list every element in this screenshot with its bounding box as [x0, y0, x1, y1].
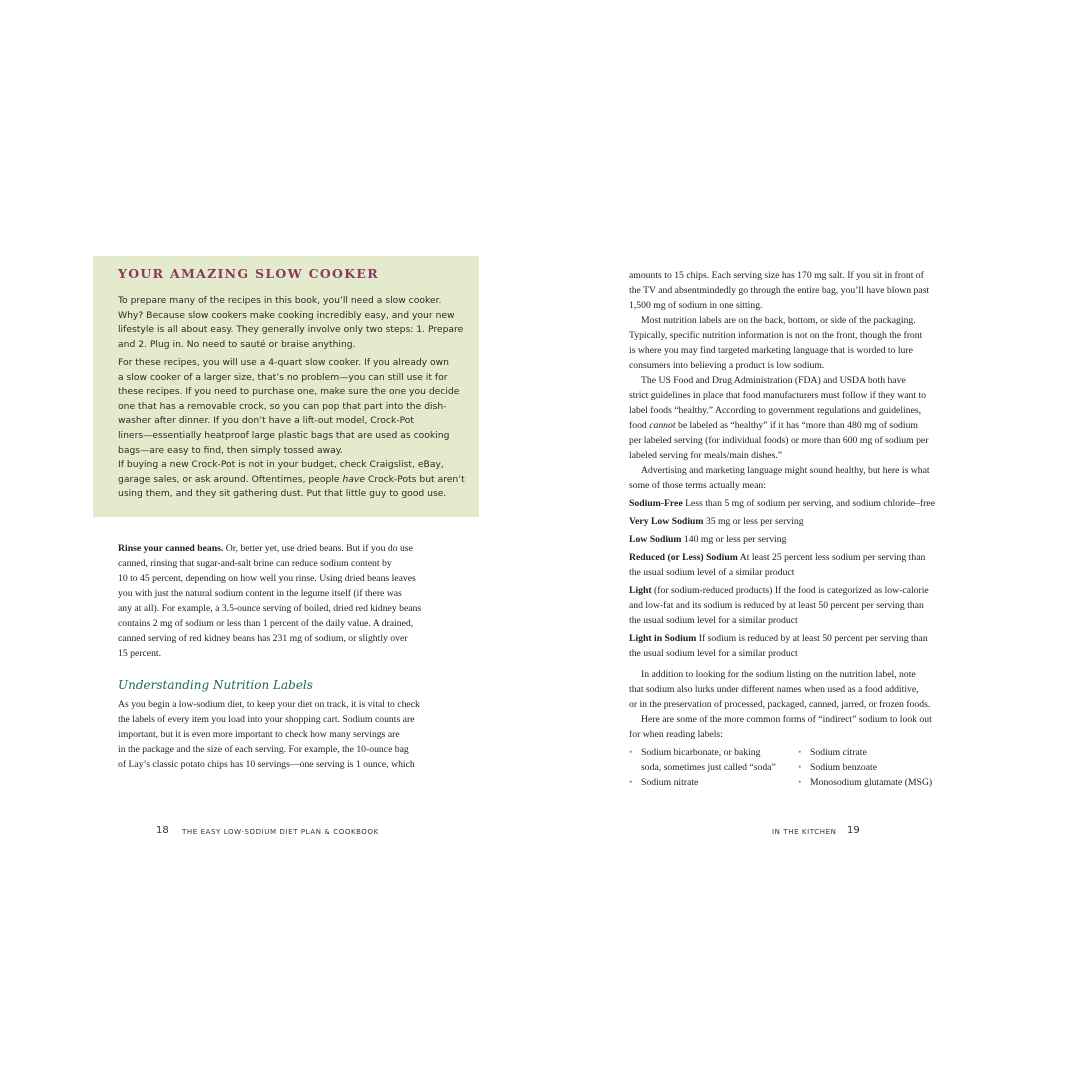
list-item: [798, 760, 932, 775]
list-item-continuation: [629, 760, 776, 775]
list-item-text: Sodium bicarbonate, or baking: [641, 747, 761, 758]
body-line: the usual sodium level of a similar product: [629, 567, 795, 578]
term-label: Reduced (or Less) Sodium: [629, 552, 738, 563]
body-line: [629, 514, 804, 529]
bullet-icon: •: [798, 777, 802, 788]
body-line: 10 to 45 percent, depending on how well you rinse. Using dried beans leaves: [118, 573, 416, 584]
nutrition-paragraph: [118, 697, 420, 772]
term-definition: 140 mg or less per serving: [681, 534, 787, 545]
running-head-left: THE EASY LOW-SODIUM DIET PLAN & COOKBOOK: [182, 828, 379, 836]
sidebar-line: using them, and they sit gathering dust. Put that little guy to good use.: [118, 488, 447, 500]
sidebar-paragraph-3: [118, 458, 465, 502]
body-line: As you begin a low-sodium diet, to keep your diet on track, it is vital to check: [118, 699, 420, 710]
body-line: Advertising and marketing language might sound healthy, but here is what: [641, 465, 930, 476]
body-line: is where you may find targeted marketing language that is worded to lure: [629, 345, 913, 356]
body-line: of Lay’s classic potato chips has 10 servings—one serving is 1 ounce, which: [118, 759, 415, 770]
list-item-text: Sodium nitrate: [641, 777, 699, 788]
term-label: Sodium-Free: [629, 498, 683, 509]
sidebar-paragraph-1: [118, 294, 464, 352]
sidebar-line: these recipes. If you need to purchase one, make sure the one you decide: [118, 386, 460, 398]
body-line: [629, 550, 925, 565]
right-paragraph-5: [629, 667, 930, 712]
body-line: [629, 583, 929, 598]
list-item-text: Sodium citrate: [810, 747, 867, 758]
sidebar-line: one that has a removable crock, so you can pop that part into the dish-: [118, 400, 447, 412]
page-number-right: 19: [847, 825, 860, 836]
term-label: Light in Sodium: [629, 633, 697, 644]
term-sodium-free: [629, 496, 935, 511]
body-line: [629, 532, 786, 547]
body-line: the labels of every item you load into your shopping cart. Sodium counts are: [118, 714, 415, 725]
body-line: strict guidelines in place that food manufacturers must follow if they want to: [629, 390, 927, 401]
sidebar-paragraph-2: [118, 356, 460, 458]
term-low-sodium: [629, 532, 786, 547]
running-head-right: IN THE KITCHEN: [772, 828, 837, 836]
rinse-paragraph: [118, 541, 421, 661]
body-line: labeled serving for meals/main dishes.”: [629, 450, 783, 461]
bullet-icon: •: [798, 747, 802, 758]
body-line: [629, 418, 928, 433]
body-line: per labeled serving (for individual foods) or more than 600 mg of sodium per: [629, 435, 929, 446]
body-line: important, but it is even more important to check how many servings are: [118, 729, 400, 740]
body-line: canned serving of red kidney beans has 231 mg of sodium, or slightly over: [118, 633, 408, 644]
text-run: Or, better yet, use dried beans. But if you do use: [223, 543, 413, 554]
term-definition: Less than 5 mg of sodium per serving, and sodium chloride–free: [682, 498, 935, 509]
body-line: contains 2 mg of sodium or less than 1 percent of the daily value. A drained,: [118, 618, 414, 629]
body-line: In addition to looking for the sodium listing on the nutrition label, note: [641, 669, 916, 680]
list-item: [629, 745, 776, 760]
bullet-list-left: [629, 745, 776, 790]
sidebar-line: For these recipes, you will use a 4-quart slow cooker. If you already own: [118, 357, 449, 368]
list-item-text: Monosodium glutamate (MSG): [810, 777, 933, 788]
body-line: Here are some of the more common forms of “indirect” sodium to look out: [641, 714, 932, 725]
right-paragraph-4: [629, 463, 930, 493]
body-line: the TV and absentmindedly go through the entire bag, you’ll have blown past: [629, 285, 930, 296]
list-item: [798, 775, 932, 790]
body-line: [118, 541, 421, 556]
body-line: you with just the natural sodium content in the legume itself (if there was: [118, 588, 402, 599]
sidebar-line: and 2. Plug in. No need to sauté or braise anything.: [118, 338, 356, 350]
right-paragraph-6: [629, 712, 932, 742]
right-paragraph-1: [629, 268, 929, 313]
body-line: 1,500 mg of sodium in one sitting.: [629, 300, 763, 311]
bullet-icon: •: [629, 777, 633, 788]
run-in-heading: Rinse your canned beans.: [118, 543, 224, 554]
bullet-icon: •: [798, 762, 802, 773]
bullet-icon: •: [629, 747, 633, 758]
term-light-in-sodium: [629, 631, 928, 661]
section-heading: Understanding Nutrition Labels: [118, 678, 313, 692]
list-item-text: Sodium benzoate: [810, 762, 877, 773]
body-line: Most nutrition labels are on the back, bottom, or side of the packaging.: [641, 315, 916, 326]
term-qualifier: (for sodium-reduced products): [651, 585, 773, 596]
text-run: garage sales, or ask around. Oftentimes, people: [118, 473, 343, 485]
term-label: Very Low Sodium: [629, 516, 704, 527]
sidebar-line: liners—essentially heatproof large plastic bags that are used as cooking: [118, 429, 450, 441]
sidebar-line: To prepare many of the recipes in this book, you’ll need a slow cooker.: [118, 295, 442, 306]
body-line: and low-fat and its sodium is reduced by at least 50 percent per serving than: [629, 600, 924, 611]
body-line: the usual sodium level for a similar product: [629, 648, 798, 659]
body-line: for when reading labels:: [629, 729, 723, 740]
term-definition: At least 25 percent less sodium per serving than: [737, 552, 926, 563]
term-definition: 35 mg or less per serving: [703, 516, 804, 527]
term-light: [629, 583, 929, 628]
body-line: The US Food and Drug Administration (FDA) and USDA both have: [641, 375, 906, 386]
body-line: 15 percent.: [118, 648, 162, 659]
sidebar-line: If buying a new Crock-Pot is not in your budget, check Craigslist, eBay,: [118, 459, 444, 470]
sidebar-line: washer after dinner. If you don’t have a lift-out model, Crock-Pot: [118, 415, 415, 427]
sidebar-line: Why? Because slow cookers make cooking incredibly easy, and your new: [118, 309, 455, 321]
term-very-low-sodium: [629, 514, 804, 529]
body-line: [629, 496, 935, 511]
term-label: Low Sodium: [629, 534, 682, 545]
list-item: [629, 775, 776, 790]
body-line: consumers into believing a product is low sodium.: [629, 360, 825, 371]
emphasis-text: have: [342, 473, 366, 485]
text-run: be labeled as “healthy” if it has “more than 480 mg of sodium: [675, 420, 918, 431]
term-label: Light: [629, 585, 652, 596]
body-line: [629, 631, 928, 646]
emphasis-text: cannot: [649, 420, 676, 431]
text-run: food: [629, 420, 650, 431]
term-reduced-sodium: [629, 550, 925, 580]
body-line: the usual sodium level for a similar product: [629, 615, 798, 626]
list-item: [798, 745, 932, 760]
body-line: Typically, specific nutrition information is not on the front, though the front: [629, 330, 923, 341]
sidebar-line: lifestyle is all about easy. They generally involve only two steps: 1. Prepare: [118, 324, 464, 336]
body-line: amounts to 15 chips. Each serving size has 170 mg salt. If you sit in front of: [629, 270, 924, 281]
sidebar-line: [118, 473, 465, 488]
text-run: Crock-Pots but aren’t: [365, 473, 465, 485]
body-line: or in the preservation of processed, packaged, canned, jarred, or frozen foods.: [629, 699, 931, 710]
body-line: canned, rinsing that sugar-and-salt brine can reduce sodium content by: [118, 558, 392, 569]
page-number-left: 18: [156, 825, 169, 836]
right-paragraph-3: [629, 373, 928, 463]
term-definition: If the food is categorized as low-calorie: [772, 585, 929, 596]
list-item-text: soda, sometimes just called “soda”: [641, 762, 776, 773]
body-line: any at all). For example, a 3.5-ounce serving of boiled, dried red kidney beans: [118, 603, 422, 614]
right-paragraph-2: [629, 313, 922, 373]
body-line: that sodium also lurks under different names when used as a food additive,: [629, 684, 919, 695]
bullet-list-right: [798, 745, 932, 790]
sidebar-line: bags—are easy to find, then simply tossed away.: [118, 444, 343, 456]
term-definition: If sodium is reduced by at least 50 percent per serving than: [696, 633, 928, 644]
sidebar-title: YOUR AMAZING SLOW COOKER: [118, 266, 379, 281]
sidebar-line: a slow cooker of a larger size, that’s no problem—you can still use it for: [118, 371, 448, 383]
body-line: in the package and the size of each serving. For example, the 10-ounce bag: [118, 744, 409, 755]
body-line: label foods “healthy.” According to government regulations and guidelines,: [629, 405, 922, 416]
body-line: some of those terms actually mean:: [629, 480, 766, 491]
